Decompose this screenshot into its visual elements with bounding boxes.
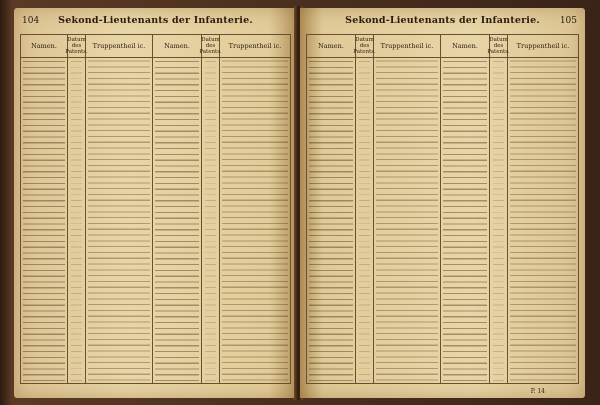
left-col-unit-2 (220, 35, 290, 383)
left-date-entries-2 (205, 59, 216, 383)
right-page-header (308, 14, 577, 30)
left-colhead-date-2: Datum des Patents. (202, 35, 219, 58)
left-roster-table (20, 34, 291, 384)
left-page-title: Sekond-Lieutenants der Infanterie. (58, 15, 253, 26)
left-name-entries-2 (155, 59, 199, 383)
left-colhead-unit-1: Truppentheil ic. (86, 35, 152, 58)
right-unit-entries-1 (376, 59, 438, 383)
right-roster-table (306, 34, 579, 384)
right-name-entries-2 (443, 59, 487, 383)
right-name-entries-1 (309, 59, 353, 383)
left-colhead-names-2: Namen. (153, 35, 201, 58)
right-colhead-names-2: Namen. (441, 35, 489, 58)
right-col-unit-1 (374, 35, 441, 383)
right-col-names-2 (441, 35, 490, 383)
right-colhead-names-1: Namen. (307, 35, 355, 58)
right-date-entries-1 (359, 59, 370, 383)
left-col-date-1 (65, 35, 88, 383)
right-col-date-1 (353, 35, 376, 383)
left-col-unit-1 (86, 35, 153, 383)
right-footer-signature: P. 14 (530, 388, 545, 395)
left-page (14, 8, 297, 398)
left-colhead-date-1: Datum des Patents. (68, 35, 85, 58)
right-page-title: Sekond-Lieutenants der Infanterie. (345, 15, 540, 26)
left-page-header (22, 14, 289, 30)
right-col-names-1 (307, 35, 356, 383)
right-col-date-2 (487, 35, 510, 383)
left-date-entries-1 (71, 59, 82, 383)
right-unit-entries-2 (510, 59, 576, 383)
right-colhead-date-1: Datum des Patents. (356, 35, 373, 58)
right-col-unit-2 (508, 35, 578, 383)
left-colhead-unit-2: Truppentheil ic. (220, 35, 290, 58)
left-name-entries-1 (23, 59, 65, 383)
left-unit-entries-2 (222, 59, 288, 383)
right-page (300, 8, 585, 398)
right-page-number: 105 (559, 16, 577, 26)
left-col-names-2 (153, 35, 202, 383)
left-page-number: 104 (22, 16, 40, 26)
left-col-date-2 (199, 35, 222, 383)
right-colhead-unit-2: Truppentheil ic. (508, 35, 578, 58)
left-unit-entries-1 (88, 59, 150, 383)
left-col-names-1 (21, 35, 68, 383)
left-colhead-names-1: Namen. (21, 35, 67, 58)
right-colhead-date-2: Datum des Patents. (490, 35, 507, 58)
right-colhead-unit-1: Truppentheil ic. (374, 35, 440, 58)
right-date-entries-2 (493, 59, 504, 383)
